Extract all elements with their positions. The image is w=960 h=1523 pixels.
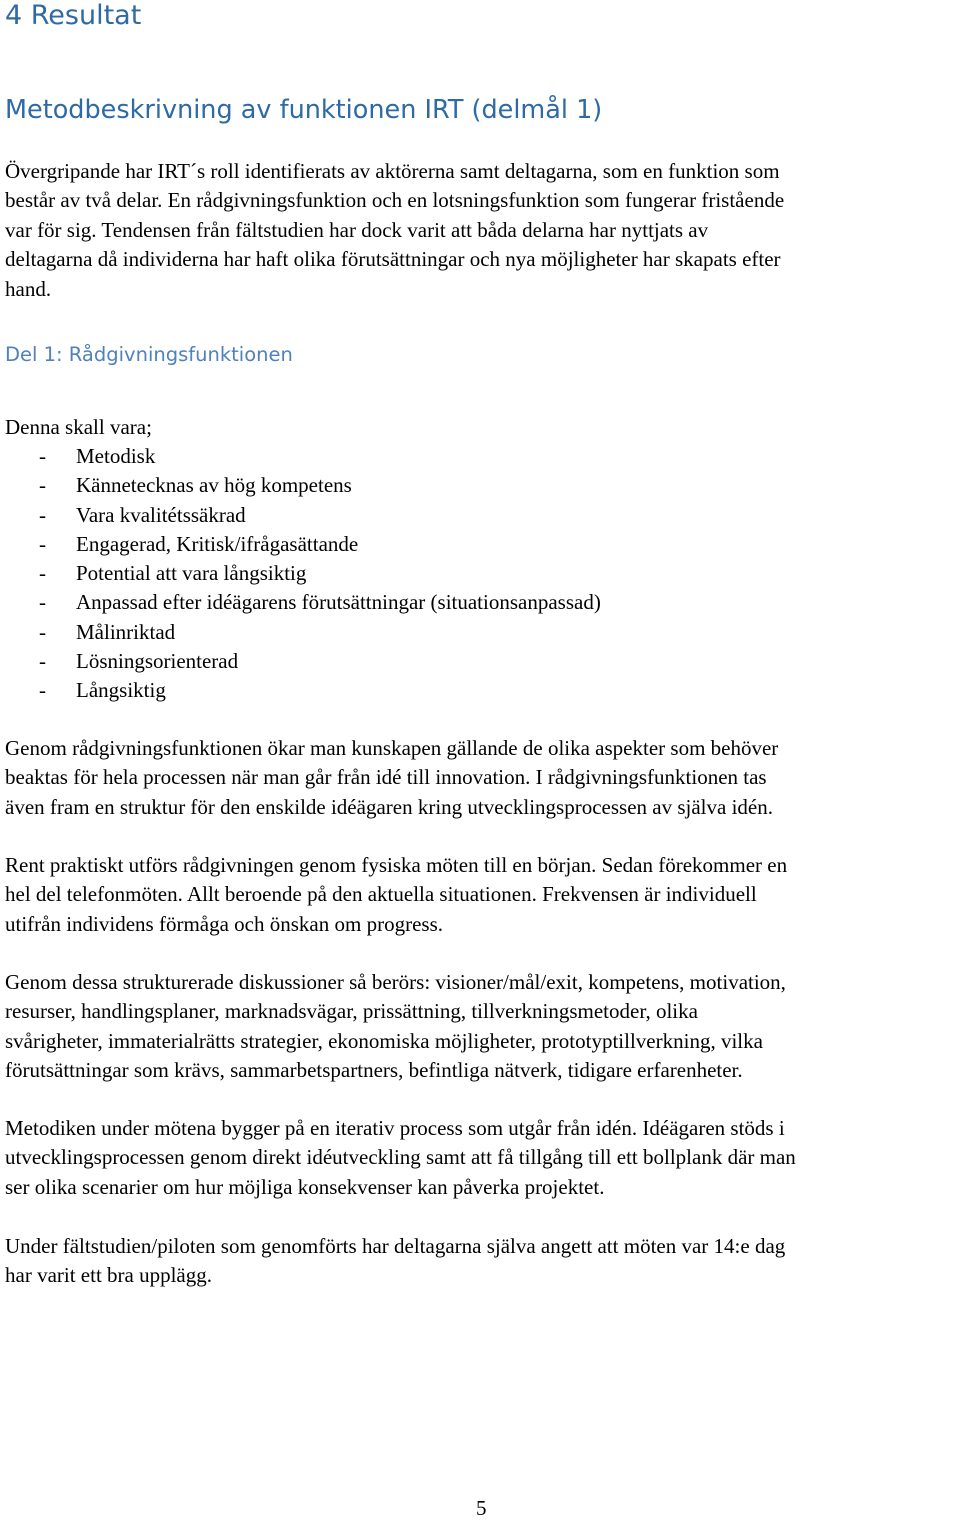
paragraph-line: Genom rådgivningsfunktionen ökar man kunskapen gällande de olika aspekter som behöver [5,736,779,760]
list-item-text: Metodisk [76,444,156,468]
paragraph-line: deltagarna då individerna har haft olika förutsättningar och nya möjligheter har skapats efter [5,247,781,272]
list-item [5,471,601,500]
paragraph-metodiken [5,1114,796,1202]
paragraph-line: består av två delar. En rådgivningsfunktion och en lotsningsfunktion som fungerar fristående [5,188,785,213]
list-marker: - [39,561,46,586]
list-item [5,442,601,471]
list-item-text: Målinriktad [76,619,176,644]
list-item-text: Lösningsorienterad [76,649,239,674]
list-item-text: Anpassad efter idéägarens förutsättningar (situationsanpassad) [76,590,601,615]
paragraph-line: Övergripande har IRT´s roll identifierats av aktörerna samt deltagarna, som en funktion som [5,159,780,183]
list-item [5,676,601,705]
list-intro [5,413,152,442]
list-item-text: Engagerad, Kritisk/ifrågasättande [76,531,359,556]
list-item [5,530,601,559]
list-item [5,501,601,530]
paragraph-rent-praktiskt [5,851,787,939]
paragraph-line: förutsättningar som krävs, sammarbetspartners, befintliga nätverk, tidigare erfarenheter. [5,1058,743,1083]
section-heading: Metodbeskrivning av funktionen IRT (delmål 1) [5,95,603,125]
list-item [5,559,601,588]
list-marker: - [39,531,46,556]
paragraph-line: Rent praktiskt utförs rådgivningen genom fysiska möten till en början. Sedan förekommer en [5,853,788,877]
paragraph-genom-dessa [5,968,786,1086]
requirements-list [5,442,601,706]
paragraph-genom-radgivning [5,734,778,822]
list-marker: - [39,444,46,468]
paragraph-line: resurser, handlingsplaner, marknadsvägar, prissättning, tillverkningsmetoder, olika [5,999,698,1024]
paragraph-line: Under fältstudien/piloten som genomförts har deltagarna själva angett att möten var 14:e dag [5,1234,786,1258]
paragraph-line: beaktas för hela processen när man går från idé till innovation. I rådgivningsfunktionen tas [5,765,767,790]
list-item-text: Vara kvalitétssäkrad [76,502,246,527]
subheading: Del 1: Rådgivningsfunktionen [5,343,293,366]
list-item-text: Potential att vara långsiktig [76,561,307,586]
paragraph-line: hand. [5,276,52,301]
list-item-text: Kännetecknas av hög kompetens [76,473,352,498]
list-marker: - [39,678,46,703]
list-item [5,647,601,676]
list-intro-text: Denna skall vara; [5,415,152,439]
paragraph-line: hel del telefonmöten. Allt beroende på den aktuella situationen. Frekvensen är individuell [5,882,757,907]
list-marker: - [39,590,46,615]
paragraph-line: Genom dessa strukturerade diskussioner så berörs: visioner/mål/exit, kompetens, motivation, [5,970,786,994]
paragraph-line: utifrån individens förmåga och önskan om progress. [5,911,443,936]
paragraph-line: Metodiken under mötena bygger på en iterativ process som utgår från idén. Idéägaren stöds i [5,1116,785,1140]
paragraph-line: har varit ett bra upplägg. [5,1263,213,1288]
intro-paragraph [5,157,784,304]
paragraph-line: var för sig. Tendensen från fältstudien har dock varit att båda delarna har nyttjats av [5,217,709,242]
list-marker: - [39,619,46,644]
paragraph-line: ser olika scenarier om hur möjliga konsekvenser kan påverka projektet. [5,1174,605,1199]
list-marker: - [39,502,46,527]
list-item [5,588,601,617]
page-number: 5 [476,1496,487,1520]
paragraph-line: svårigheter, immaterialrätts strategier, ekonomiska möjligheter, prototyptillverkning, vilka [5,1028,763,1053]
paragraph-under-faltstudien [5,1232,785,1291]
chapter-heading: 4 Resultat [5,0,142,31]
paragraph-line: även fram en struktur för den enskilde idéägaren kring utvecklingsprocessen av själva idén. [5,794,773,819]
list-item-text: Långsiktig [76,678,166,703]
list-item [5,618,601,647]
list-marker: - [39,473,46,498]
paragraph-line: utvecklingsprocessen genom direkt idéutveckling samt att få tillgång till ett bollplank där man [5,1145,796,1170]
list-marker: - [39,649,46,674]
